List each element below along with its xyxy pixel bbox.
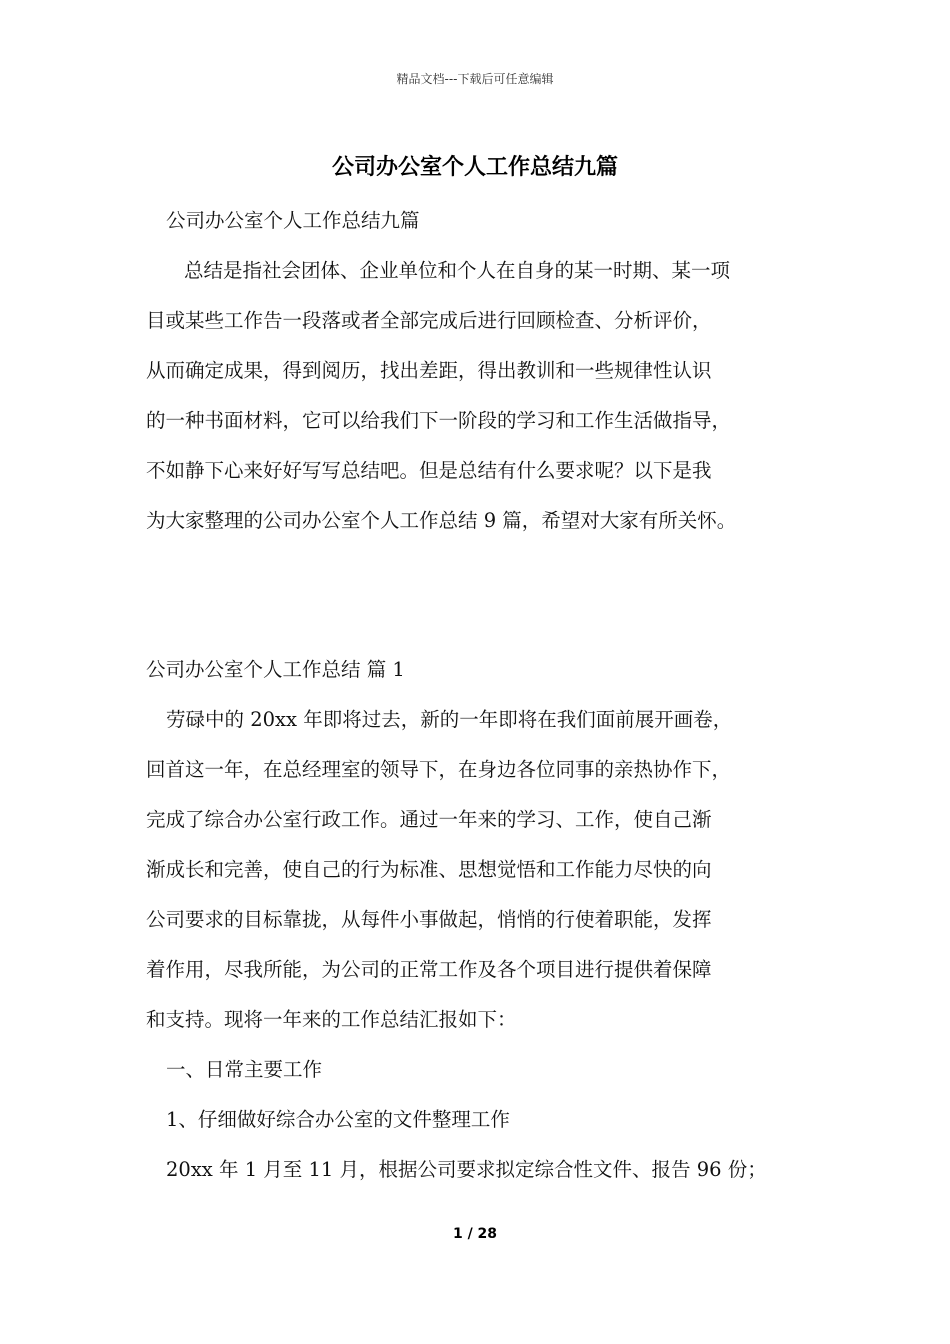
paragraph-line: 劳碌中的 20xx 年即将过去，新的一年即将在我们面前展开画卷，: [166, 708, 733, 731]
paragraph-line: 回首这一年，在总经理室的领导下，在身边各位同事的亲热协作下，: [146, 758, 732, 781]
subsection-item: 1、仔细做好综合办公室的文件整理工作: [166, 1108, 510, 1131]
paragraph-line: 的一种书面材料，它可以给我们下一阶段的学习和工作生活做指导，: [146, 409, 732, 432]
section-heading-1: 公司办公室个人工作总结 篇 1: [146, 658, 405, 681]
paragraph-line: 和支持。现将一年来的工作总结汇报如下：: [146, 1008, 517, 1031]
paragraph-line: 总结是指社会团体、企业单位和个人在自身的某一时期、某一项: [184, 259, 731, 282]
paragraph-line: 目或某些工作告一段落或者全部完成后进行回顾检查、分析评价，: [146, 309, 712, 332]
paragraph-line: 不如静下心来好好写写总结吧。但是总结有什么要求呢？以下是我: [146, 459, 712, 482]
paragraph-line: 着作用，尽我所能，为公司的正常工作及各个项目进行提供着保障: [146, 958, 712, 981]
subsection-heading: 一、日常主要工作: [166, 1058, 323, 1081]
paragraph-line: 公司要求的目标靠拢，从每件小事做起，悄悄的行使着职能，发挥: [146, 908, 712, 931]
paragraph-line: 完成了综合办公室行政工作。通过一年来的学习、工作，使自己渐: [146, 808, 712, 831]
paragraph-line: 渐成长和完善，使自己的行为标准、思想觉悟和工作能力尽快的向: [146, 858, 712, 881]
paragraph-line: 从而确定成果，得到阅历，找出差距，得出教训和一些规律性认识: [146, 359, 712, 382]
page-number: 1 / 28: [452, 1226, 498, 1242]
paragraph-line: 为大家整理的公司办公室个人工作总结 9 篇，希望对大家有所关怀。: [146, 509, 737, 532]
header-note: 精品文档---下载后可任意编辑: [396, 72, 554, 86]
paragraph-line: 20xx 年 1 月至 11 月，根据公司要求拟定综合性文件、报告 96 份；: [166, 1158, 767, 1181]
document-title: 公司办公室个人工作总结九篇: [331, 154, 618, 180]
intro-subtitle: 公司办公室个人工作总结九篇: [166, 209, 420, 232]
